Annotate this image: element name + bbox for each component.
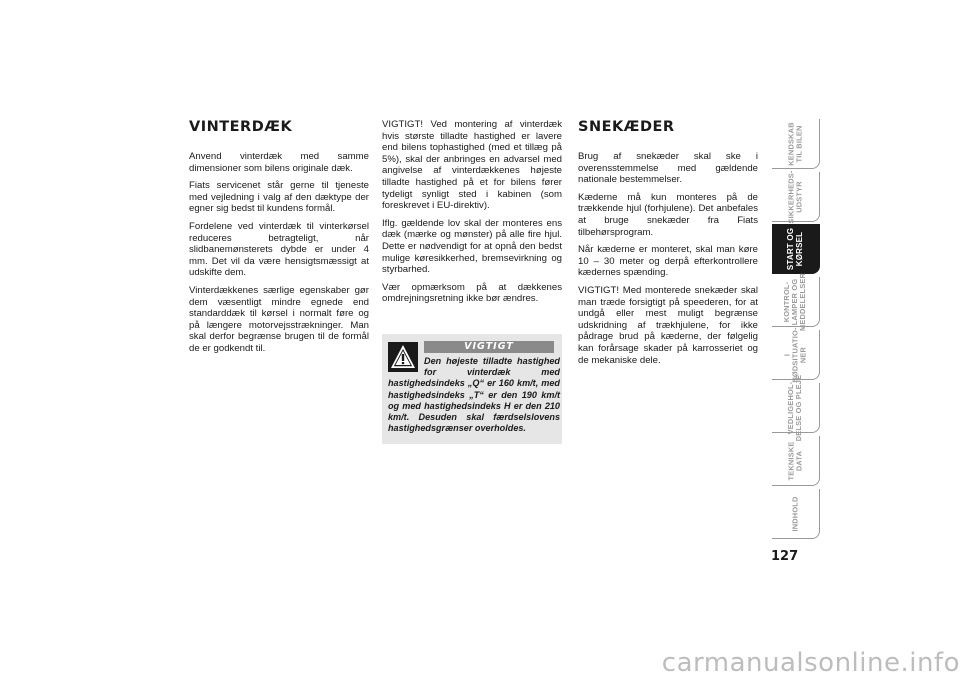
warning-label: VIGTIGT	[424, 341, 554, 353]
paragraph: Iflg. gældende lov skal der monteres ens dæk (mærke og mønster) på alle fire hjul. Dette er nødvendigt for at opnå den bedst mulige køresikkerhed, bremsevirkning og styrbarhed.	[382, 217, 562, 276]
tab-label: KONTROL- LAMPER OG MEDDELELSER	[782, 272, 808, 331]
left-column	[189, 119, 369, 361]
paragraph: Kæderne må kun monteres på de trækkende hjul (forhjulene). Det anbefales at bruge snekæder fra Fiats tilbehørsprogram.	[578, 191, 758, 238]
tab-tekniske-data[interactable]	[772, 436, 820, 486]
section-heading-snekaeder: SNEKÆDER	[578, 119, 675, 135]
paragraph: VIGTIGT! Ved montering af vinterdæk hvis største tilladte hastighed er lavere end bilens tophastighed (med et tillæg på 5%), skal der anbringes en advarsel med angivelse af vinterdækkenes højeste tilladte hastighed på et for bilens fører tydeligt synligt sted i kabinen (som foreskrevet i EU-direktiv).	[382, 119, 562, 212]
tab-indhold[interactable]	[772, 489, 820, 539]
paragraph: Anvend vinterdæk med samme dimensioner som bilens originale dæk.	[189, 151, 369, 174]
paragraph: Vær opmærksom på at dækkenes omdrejningsretning ikke bør ændres.	[382, 281, 562, 305]
tab-label: I NØDSITUATIO- NER	[782, 326, 808, 383]
tab-label: SIKKERHEDS- UDSTYR	[786, 169, 804, 224]
paragraph: Fiats servicenet står gerne til tjeneste med vejledning i valg af den dæktype der egner sig bedst til kundens formål.	[189, 180, 369, 215]
paragraph: Brug af snekæder skal ske i overensstemmelse med gældende nationale bestemmelser.	[578, 151, 758, 186]
tab-start-og-korsel[interactable]	[772, 224, 820, 274]
tab-kendskab-til-bilen[interactable]	[772, 119, 820, 169]
right-column	[578, 119, 758, 372]
paragraph: VIGTIGT! Med monterede snekæder skal man træde forsigtigt på speederen, for at undgå eller mest muligt begrænse udskridning af trækhjulene, for ikke pådrage brud på kæderne, der følgelig kan forårsage skader på karrosseriet og de mekaniske dele.	[578, 284, 758, 366]
warning-text: Den højeste tilladte hastighed for vinterdæk med hastighedsindeks „Q“ er 160 km/t, med hastighedsindeks „T“ er den 190 km/t og med hastighedsindeks H er den 210 km/t. Desuden skal færdselslovens hastighedsgrænser overholdes.	[388, 356, 560, 434]
middle-column	[382, 119, 562, 311]
watermark: carmanualsonline.info	[661, 648, 960, 678]
page-number: 127	[771, 549, 799, 564]
warning-box	[382, 334, 562, 444]
tab-vedligeholdelse[interactable]	[772, 374, 820, 441]
tab-label: TEKNISKE DATA	[786, 441, 804, 480]
tab-nodsituationer[interactable]	[772, 326, 820, 383]
tab-kontrollamper[interactable]	[772, 272, 820, 331]
paragraph: Vinterdækkenes særlige egenskaber gør dem væsentligt mindre egnede end standarddæk til kørsel i normalt føre og på længere motorvejsstrækninger. Man skal derfor begrænse brugen til de formål de er godkendt til.	[189, 284, 369, 354]
paragraph: Når kæderne er monteret, skal man køre 10 – 30 meter og derpå efterkontrollere kædernes spænding.	[578, 244, 758, 279]
tab-label: INDHOLD	[790, 495, 800, 532]
tab-sikkerhedsudstyr[interactable]	[772, 169, 820, 224]
tab-label: VEDLIGEHOL- DELSE OG PLEJE	[786, 374, 804, 441]
section-heading-vinterdaek: VINTERDÆK	[189, 119, 293, 135]
paragraph: Fordelene ved vinterdæk til vinterkørsel reduceres betragteligt, når slidbanemønsterets dybde er under 4 mm. Det vil da være hensigtsmæssigt at udskifte dem.	[189, 220, 369, 279]
tab-label: KENDSKAB TIL BILEN	[786, 121, 804, 166]
tab-label: START OG KØRSEL	[786, 227, 805, 270]
